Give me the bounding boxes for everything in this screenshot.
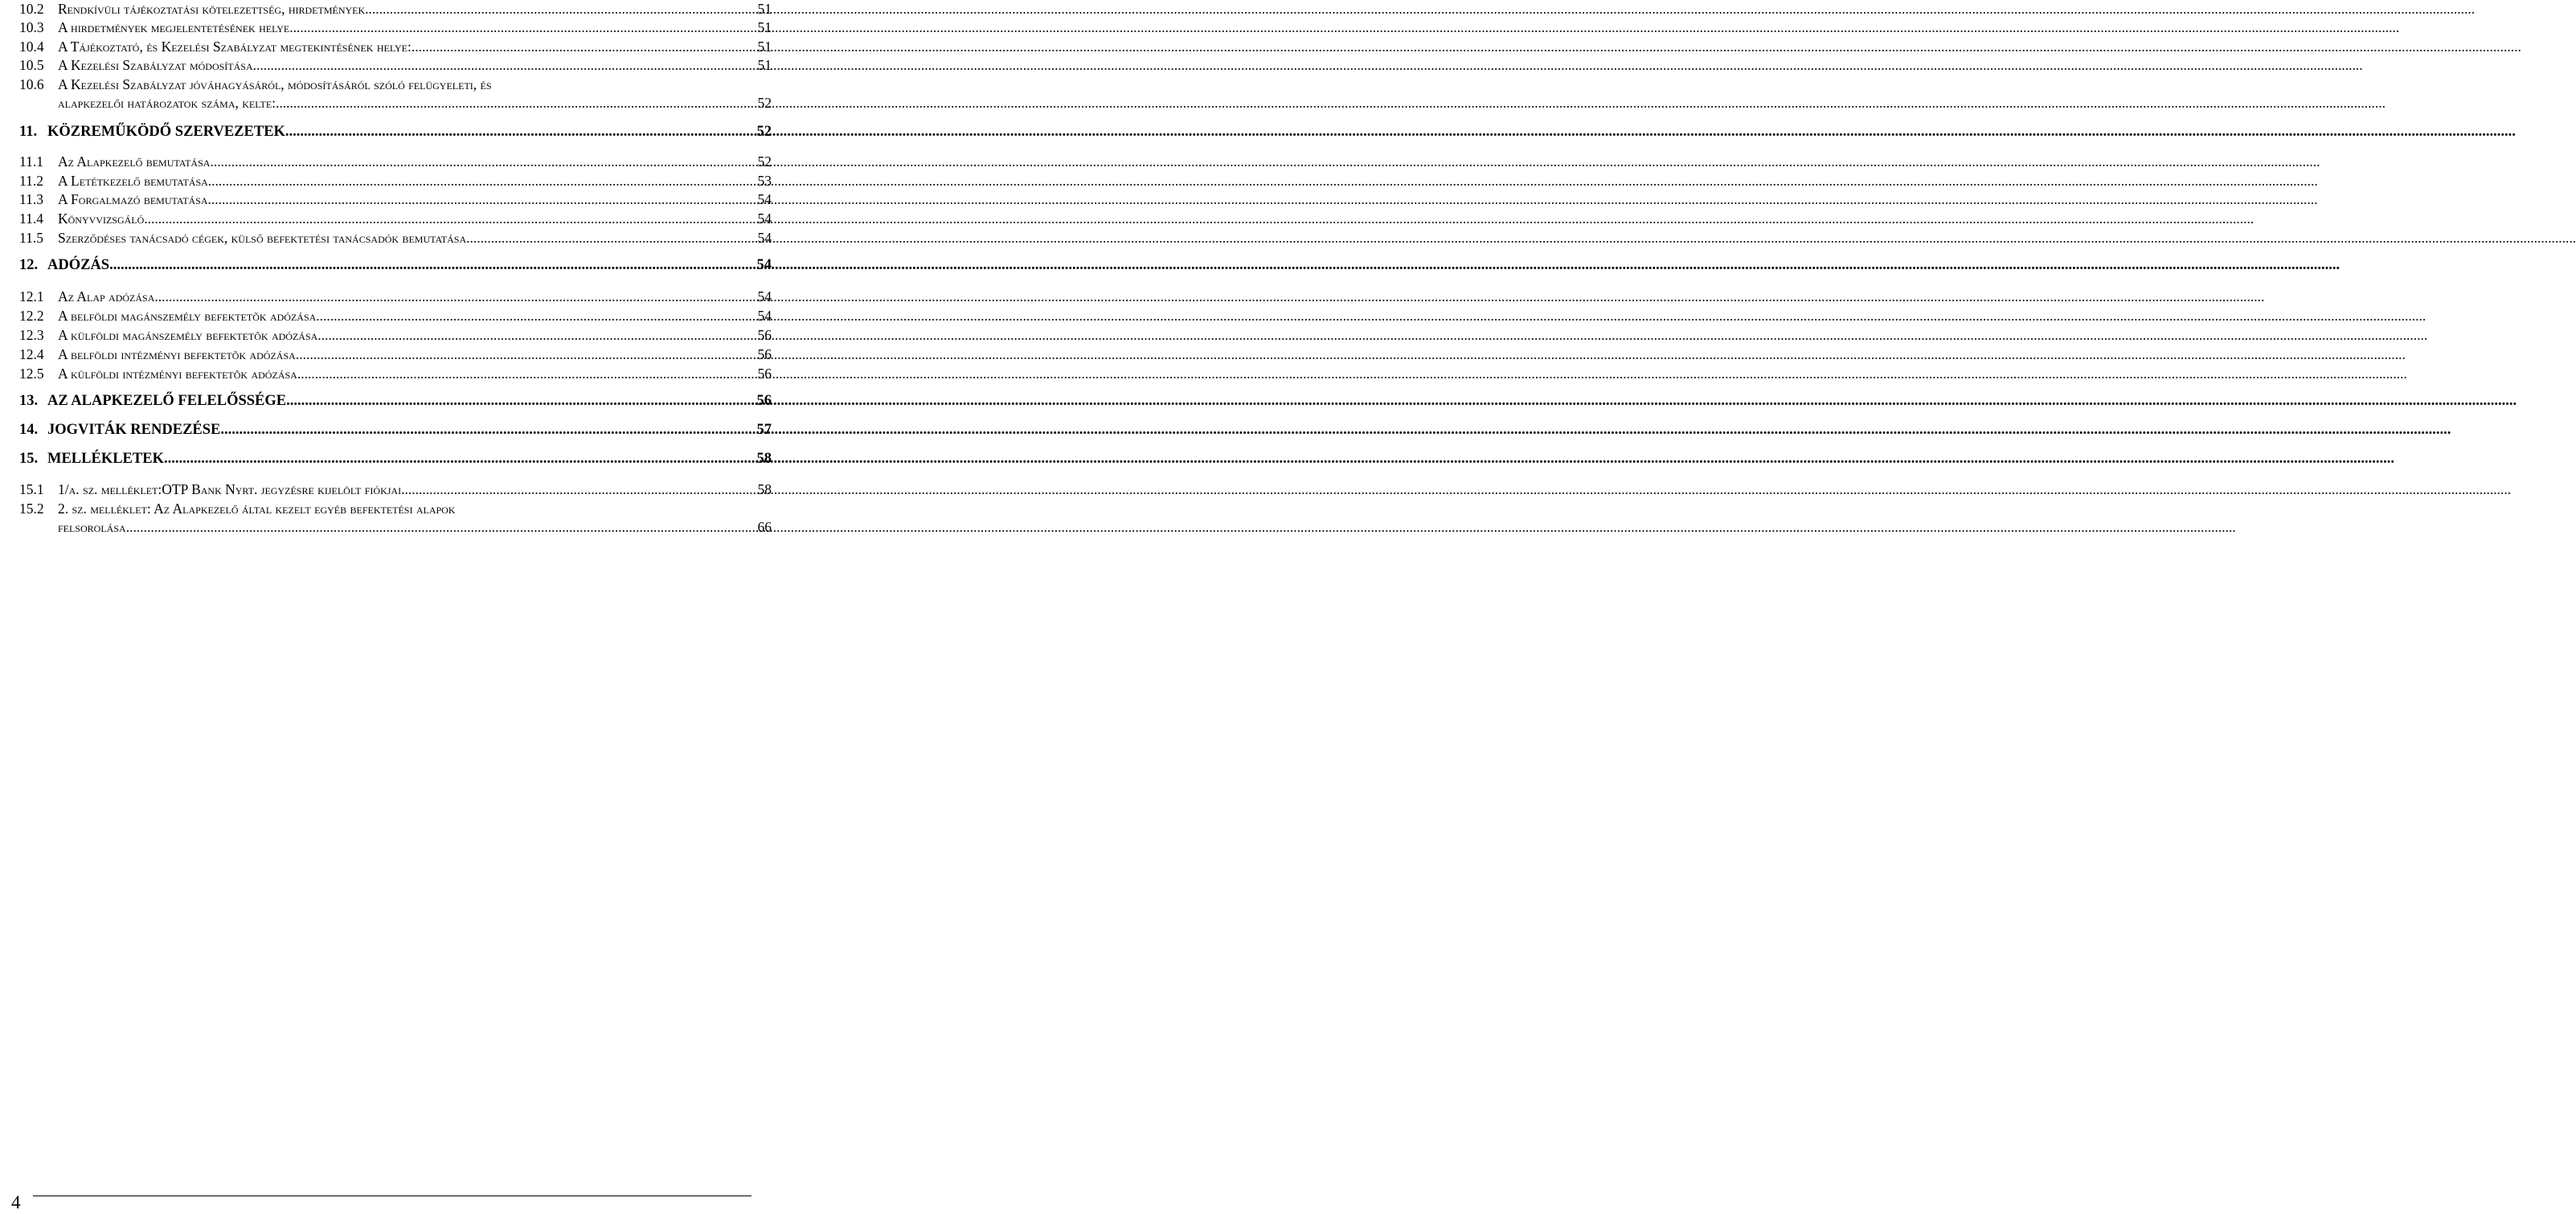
toc-entry-15-1[interactable] (19, 480, 772, 499)
toc-entry-11-5[interactable] (19, 229, 772, 247)
toc-number: 12. (19, 257, 39, 273)
toc-entry-10-4[interactable] (19, 38, 772, 56)
toc-page: 53 (757, 173, 772, 189)
leader-dots (466, 229, 756, 247)
toc-entry-15[interactable] (19, 451, 772, 468)
page-number: 4 (11, 1192, 21, 1212)
toc-page: 51 (757, 1, 772, 17)
leader-dots (297, 365, 756, 383)
toc-entry-11-4[interactable] (19, 210, 772, 228)
toc-entry-15-2[interactable] (19, 500, 772, 538)
toc-page: 54 (757, 288, 772, 305)
toc-page: 56 (757, 346, 772, 362)
toc-number: 11.1 (19, 153, 43, 170)
toc-title: A külföldi magánszemély befektetõk adózása (58, 327, 318, 343)
toc-page: 56 (757, 327, 772, 343)
toc-title: A külföldi intézményi befektetõk adózása (58, 366, 297, 382)
toc-page: 54 (757, 230, 772, 246)
toc-title: JOGVITÁK RENDEZÉSE (47, 422, 221, 438)
toc-title: A Tájékoztató, és Kezelési Szabályzat megtekintésének helye: (58, 39, 412, 55)
toc-title: ADÓZÁS (47, 257, 110, 273)
toc-title: Szerződéses tanácsadó cégek, külső befektetési tanácsadók bemutatása (58, 230, 467, 246)
leader-dots (253, 56, 756, 75)
toc-number: 11.5 (19, 230, 43, 246)
toc-entry-13[interactable] (19, 393, 772, 410)
toc-page: 52 (756, 124, 772, 140)
toc-number: 11. (19, 124, 38, 140)
toc-page: 51 (757, 57, 772, 73)
toc-number: 14. (19, 422, 39, 438)
leader-dots (401, 480, 756, 499)
leader-dots (154, 288, 756, 306)
leader-dots (109, 257, 755, 274)
toc-page: 56 (756, 393, 772, 409)
toc-title: A belföldi intézményi befektetõk adózása (58, 346, 296, 362)
toc-page: 54 (757, 308, 772, 324)
toc-number: 10.3 (19, 19, 44, 35)
toc-entry-10-6[interactable] (19, 76, 772, 113)
toc-page: 54 (757, 211, 772, 227)
leader-dots (365, 0, 756, 18)
toc-title: A Forgalmazó bemutatása (58, 191, 208, 207)
toc-number: 12.1 (19, 288, 44, 305)
toc-number: 11.3 (19, 191, 43, 207)
toc-number: 13. (19, 393, 39, 409)
toc-page: 66 (757, 519, 772, 536)
leader-dots (296, 345, 756, 364)
toc-number: 15.1 (19, 481, 44, 497)
toc-number: 12.3 (19, 327, 44, 343)
toc-title: Könyvvizsgáló (58, 211, 145, 227)
toc-title: Az Alapkezelő bemutatása (58, 153, 211, 170)
toc-page: 54 (757, 191, 772, 207)
leader-dots (144, 210, 756, 228)
toc-number: 10.4 (19, 39, 44, 55)
toc-title: MELLÉKLETEK (47, 451, 164, 467)
leader-dots (210, 153, 756, 171)
toc-entry-11-3[interactable] (19, 190, 772, 209)
toc-page: 56 (757, 366, 772, 382)
leader-dots (289, 18, 756, 37)
leader-dots (316, 307, 756, 325)
leader-dots (286, 393, 755, 410)
toc-title: A Kezelési Szabályzat módosítása (58, 57, 253, 73)
toc-number: 10.6 (19, 76, 44, 92)
toc-title: Az Alap adózása (58, 288, 155, 305)
toc-entry-11[interactable] (19, 124, 772, 141)
toc-number: 11.4 (19, 211, 43, 227)
leader-dots (285, 124, 756, 141)
toc-title: A hirdetmények megjelentetésének helye (58, 19, 290, 35)
toc-title-line-2: felsorolása (58, 519, 126, 536)
toc-page: 52 (757, 95, 772, 112)
toc-entry-10-3[interactable] (19, 18, 772, 37)
leader-dots (317, 326, 756, 345)
toc-page: 51 (757, 19, 772, 35)
toc-page: 58 (756, 451, 772, 467)
toc-entry-12-4[interactable] (19, 345, 772, 364)
leader-dots (412, 38, 756, 56)
leader-dots (126, 518, 756, 537)
toc-entry-10-5[interactable] (19, 56, 772, 75)
toc-entry-10-2[interactable] (19, 0, 772, 18)
toc-title: KÖZREMŰKÖDŐ SZERVEZETEK (47, 124, 285, 140)
toc-number: 10.5 (19, 57, 44, 73)
toc-title-line-1: A Kezelési Szabályzat jóváhagyásáról, módosításáról szóló felügyeleti, és (58, 76, 492, 92)
toc-title: 1/a. sz. melléklet:OTP Bank Nyrt. jegyzésre kijelölt fiókjai (58, 481, 402, 497)
toc-entry-12[interactable] (19, 257, 772, 274)
toc-number: 10.2 (19, 1, 44, 17)
toc-page: 54 (756, 257, 772, 273)
leader-dots (220, 422, 755, 439)
toc-number: 12.2 (19, 308, 44, 324)
toc-title: A Letétkezelő bemutatása (58, 173, 208, 189)
toc-entry-12-3[interactable] (19, 326, 772, 345)
toc-title-line-1: 2. sz. melléklet: Az Alapkezelő által kezelt egyéb befektetési alapok (58, 501, 456, 517)
toc-entry-11-1[interactable] (19, 153, 772, 171)
toc-page: 58 (757, 481, 772, 497)
toc-entry-14[interactable] (19, 422, 772, 439)
toc-title: AZ ALAPKEZELŐ FELELŐSSÉGE (47, 393, 287, 409)
toc-entry-11-2[interactable] (19, 172, 772, 190)
toc-number: 12.5 (19, 366, 44, 382)
toc-page: 57 (756, 422, 772, 438)
leader-dots (164, 451, 756, 468)
toc-page: 52 (757, 153, 772, 170)
toc-title-line-2: alapkezelői határozatok száma, kelte: (58, 95, 276, 112)
toc-title: A belföldi magánszemély befektetõk adózása (58, 308, 317, 324)
toc-number: 11.2 (19, 173, 43, 189)
toc-entry-12-1[interactable] (19, 288, 772, 306)
leader-dots (276, 94, 756, 112)
toc-number: 12.4 (19, 346, 44, 362)
toc-number: 15. (19, 451, 39, 467)
leader-dots (208, 172, 756, 190)
toc-entry-12-2[interactable] (19, 307, 772, 325)
toc-number: 15.2 (19, 501, 44, 517)
toc-page: 51 (757, 39, 772, 55)
toc-title: Rendkívüli tájékoztatási kötelezettség, hirdetmények (58, 1, 366, 17)
toc-entry-12-5[interactable] (19, 365, 772, 383)
leader-dots (208, 190, 756, 209)
